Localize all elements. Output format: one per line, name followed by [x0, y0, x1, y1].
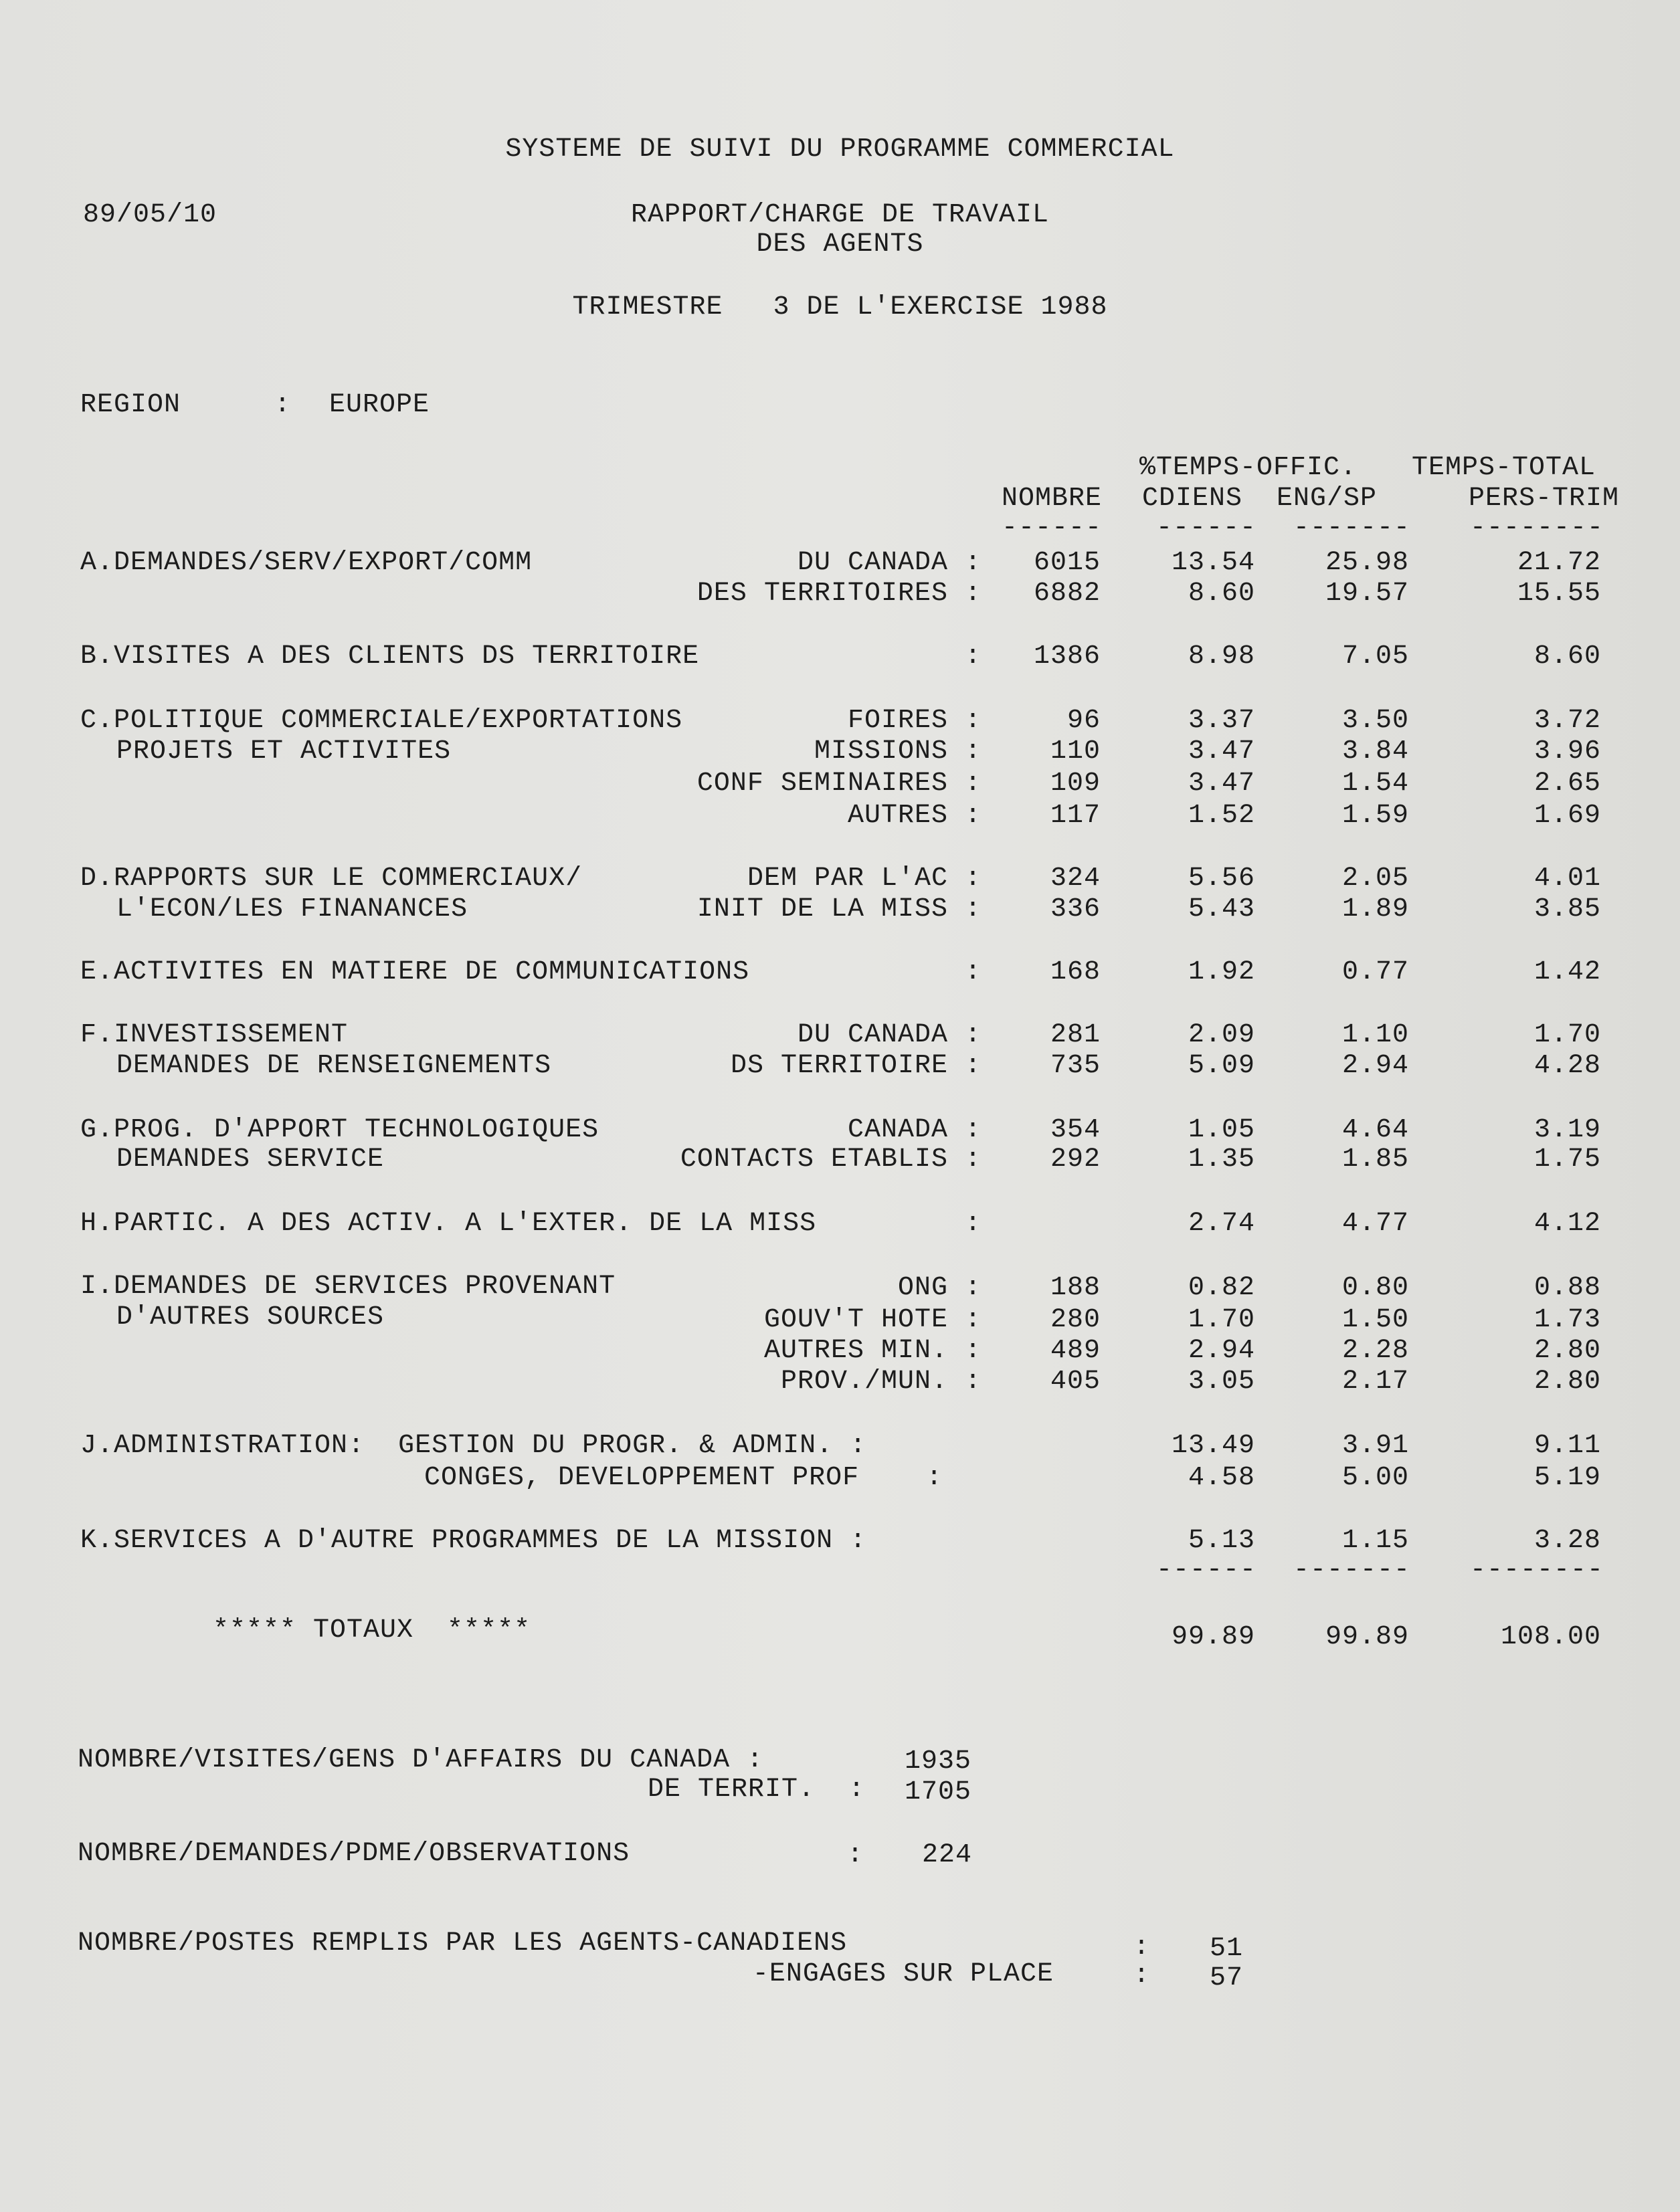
- column-divider: --------: [1469, 513, 1604, 543]
- row-sublabel: DU CANADA :: [797, 1020, 982, 1050]
- row-label: DEMANDES SERVICE: [116, 1144, 385, 1175]
- pdme-separator: :: [847, 1840, 864, 1870]
- cell-nombre: 188: [1050, 1273, 1101, 1303]
- row-label: F.INVESTISSEMENT: [80, 1020, 349, 1050]
- row-label: H.PARTIC. A DES ACTIV. A L'EXTER. DE LA MISS: [80, 1209, 817, 1239]
- cell-engsp: 0.77: [1341, 957, 1409, 987]
- cell-cdiens: 0.82: [1188, 1273, 1255, 1303]
- cell-cdiens: 5.43: [1188, 894, 1255, 924]
- region-separator: :: [274, 390, 292, 420]
- cell-cdiens: 3.47: [1188, 736, 1255, 767]
- cell-nombre: 735: [1050, 1051, 1101, 1081]
- cell-perstrim: 4.01: [1533, 864, 1601, 894]
- cell-cdiens: 13.49: [1171, 1431, 1255, 1461]
- region-value: EUROPE: [329, 390, 430, 420]
- cell-cdiens: 3.05: [1188, 1367, 1255, 1397]
- row-sublabel: CONF SEMINAIRES :: [696, 769, 982, 799]
- cell-engsp: 1.50: [1341, 1305, 1409, 1335]
- cell-engsp: 1.10: [1341, 1020, 1409, 1050]
- row-label: K.SERVICES A D'AUTRE PROGRAMMES DE LA MISSION :: [80, 1526, 867, 1556]
- totals-divider: ------: [1155, 1555, 1256, 1585]
- row-label: D'AUTRES SOURCES: [116, 1302, 385, 1332]
- report-title-line2: DES AGENTS: [756, 229, 924, 260]
- postes-separator: :: [1133, 1960, 1151, 1991]
- row-sublabel: AUTRES :: [847, 801, 982, 831]
- cell-perstrim: 1.73: [1533, 1305, 1601, 1335]
- cell-perstrim: 4.28: [1533, 1051, 1601, 1081]
- cell-cdiens: 4.58: [1188, 1463, 1255, 1493]
- cell-nombre: 117: [1050, 801, 1101, 831]
- report-date: 89/05/10: [83, 200, 217, 230]
- cell-perstrim: 3.19: [1533, 1115, 1601, 1145]
- postes-place-value: 57: [1210, 1963, 1244, 1993]
- cell-engsp: 1.54: [1341, 769, 1409, 799]
- cell-perstrim: 3.96: [1533, 736, 1601, 767]
- cell-cdiens: 8.60: [1188, 579, 1255, 609]
- cell-perstrim: 0.88: [1533, 1273, 1601, 1303]
- row-sublabel: DEM PAR L'AC :: [747, 864, 982, 894]
- row-sublabel: PROV./MUN. :: [780, 1367, 982, 1397]
- cell-cdiens: 1.92: [1188, 957, 1255, 987]
- cell-engsp: 0.80: [1341, 1273, 1409, 1303]
- cell-engsp: 1.85: [1341, 1144, 1409, 1175]
- row-sublabel: INIT DE LA MISS :: [696, 894, 982, 924]
- cell-perstrim: 5.19: [1533, 1463, 1601, 1493]
- row-label: B.VISITES A DES CLIENTS DS TERRITOIRE: [80, 641, 700, 672]
- row-sublabel: DES TERRITOIRES :: [696, 579, 982, 609]
- cell-cdiens: 13.54: [1171, 548, 1255, 578]
- postes-separator: :: [1133, 1932, 1151, 1963]
- visites-territ-value: 1705: [905, 1777, 972, 1807]
- row-sublabel: CONTACTS ETABLIS :: [680, 1144, 982, 1175]
- cell-cdiens: 1.70: [1188, 1305, 1255, 1335]
- row-label: D.RAPPORTS SUR LE COMMERCIAUX/: [80, 864, 583, 894]
- row-label: A.DEMANDES/SERV/EXPORT/COMM: [80, 548, 533, 578]
- pdme-value: 224: [922, 1840, 973, 1870]
- column-divider: ------: [1155, 513, 1256, 543]
- cell-perstrim: 1.75: [1533, 1144, 1601, 1175]
- cell-nombre: 281: [1050, 1020, 1101, 1050]
- cell-engsp: 3.84: [1341, 736, 1409, 767]
- cell-perstrim: 1.70: [1533, 1020, 1601, 1050]
- row-label: C.POLITIQUE COMMERCIALE/EXPORTATIONS: [80, 706, 683, 736]
- cell-cdiens: 5.56: [1188, 864, 1255, 894]
- column-divider: -------: [1293, 513, 1410, 543]
- report-period: TRIMESTRE 3 DE L'EXERCISE 1988: [572, 292, 1108, 322]
- cell-cdiens: 2.74: [1188, 1209, 1255, 1239]
- row-label: J.ADMINISTRATION: GESTION DU PROGR. & ADMIN. :: [80, 1431, 867, 1461]
- total-engsp: 99.89: [1325, 1622, 1409, 1652]
- cell-cdiens: 8.98: [1188, 641, 1255, 672]
- cell-nombre: 336: [1050, 894, 1101, 924]
- cell-perstrim: 3.28: [1533, 1526, 1601, 1556]
- cell-perstrim: 3.72: [1533, 706, 1601, 736]
- visites-territ-label: DE TERRIT. :: [647, 1775, 865, 1805]
- totals-divider: -------: [1293, 1555, 1410, 1585]
- cell-nombre: 6015: [1033, 548, 1101, 578]
- row-label: DEMANDES DE RENSEIGNEMENTS: [116, 1051, 552, 1081]
- column-total-header: TEMPS-TOTAL: [1412, 453, 1596, 483]
- column-cdiens: CDIENS: [1142, 484, 1243, 514]
- cell-engsp: 25.98: [1325, 548, 1409, 578]
- row-label: L'ECON/LES FINANANCES: [116, 894, 468, 924]
- cell-nombre: 1386: [1033, 641, 1101, 672]
- cell-cdiens: 3.37: [1188, 706, 1255, 736]
- visites-label: NOMBRE/VISITES/GENS D'AFFAIRS DU CANADA :: [78, 1745, 764, 1775]
- cell-engsp: 2.94: [1341, 1051, 1409, 1081]
- cell-engsp: 1.59: [1341, 801, 1409, 831]
- row-label: E.ACTIVITES EN MATIERE DE COMMUNICATIONS: [80, 957, 750, 987]
- cell-perstrim: 21.72: [1517, 548, 1601, 578]
- cell-cdiens: 3.47: [1188, 769, 1255, 799]
- cell-nombre: 168: [1050, 957, 1101, 987]
- column-divider: ------: [1001, 513, 1102, 543]
- row-sublabel: FOIRES :: [847, 706, 982, 736]
- cell-perstrim: 1.69: [1533, 801, 1601, 831]
- cell-nombre: 292: [1050, 1144, 1101, 1175]
- cell-nombre: 354: [1050, 1115, 1101, 1145]
- cell-perstrim: 3.85: [1533, 894, 1601, 924]
- cell-perstrim: 4.12: [1533, 1209, 1601, 1239]
- cell-cdiens: 2.09: [1188, 1020, 1255, 1050]
- cell-nombre: 489: [1050, 1336, 1101, 1366]
- pdme-label: NOMBRE/DEMANDES/PDME/OBSERVATIONS: [78, 1839, 630, 1869]
- cell-perstrim: 15.55: [1517, 579, 1601, 609]
- cell-engsp: 3.50: [1341, 706, 1409, 736]
- cell-engsp: 7.05: [1341, 641, 1409, 672]
- totals-label: ***** TOTAUX *****: [213, 1615, 531, 1645]
- cell-nombre: 109: [1050, 769, 1101, 799]
- cell-perstrim: 8.60: [1533, 641, 1601, 672]
- row-sublabel: DU CANADA :: [797, 548, 982, 578]
- row-sublabel: :: [964, 1209, 982, 1239]
- cell-cdiens: 5.13: [1188, 1526, 1255, 1556]
- cell-cdiens: 1.35: [1188, 1144, 1255, 1175]
- cell-nombre: 280: [1050, 1305, 1101, 1335]
- cell-perstrim: 1.42: [1533, 957, 1601, 987]
- cell-engsp: 1.15: [1341, 1526, 1409, 1556]
- cell-nombre: 96: [1066, 706, 1101, 736]
- cell-engsp: 2.05: [1341, 864, 1409, 894]
- totals-divider: --------: [1469, 1555, 1604, 1585]
- visites-canada-value: 1935: [905, 1746, 972, 1777]
- cell-cdiens: 2.94: [1188, 1336, 1255, 1366]
- row-sublabel: :: [964, 641, 982, 672]
- cell-perstrim: 2.65: [1533, 769, 1601, 799]
- system-title: SYSTEME DE SUIVI DU PROGRAMME COMMERCIAL: [505, 134, 1175, 165]
- cell-perstrim: 2.80: [1533, 1336, 1601, 1366]
- cell-engsp: 4.77: [1341, 1209, 1409, 1239]
- row-sublabel: CANADA :: [847, 1115, 982, 1145]
- cell-perstrim: 2.80: [1533, 1367, 1601, 1397]
- row-sublabel: DS TERRITOIRE :: [730, 1051, 982, 1081]
- row-label: I.DEMANDES DE SERVICES PROVENANT: [80, 1272, 616, 1302]
- report-title-line1: RAPPORT/CHARGE DE TRAVAIL: [630, 200, 1050, 230]
- cell-engsp: 4.64: [1341, 1115, 1409, 1145]
- row-sublabel: AUTRES MIN. :: [763, 1336, 982, 1366]
- total-cdiens: 99.89: [1171, 1622, 1255, 1652]
- cell-engsp: 19.57: [1325, 579, 1409, 609]
- cell-nombre: 6882: [1033, 579, 1101, 609]
- row-label: PROJETS ET ACTIVITES: [116, 736, 452, 767]
- column-group-header: %TEMPS-OFFIC.: [1139, 453, 1358, 483]
- cell-engsp: 2.28: [1341, 1336, 1409, 1366]
- row-sublabel: GOUV'T HOTE :: [763, 1305, 982, 1335]
- cell-perstrim: 9.11: [1533, 1431, 1601, 1461]
- postes-label: NOMBRE/POSTES REMPLIS PAR LES AGENTS-CANADIENS: [78, 1928, 848, 1958]
- cell-cdiens: 1.52: [1188, 801, 1255, 831]
- cell-engsp: 2.17: [1341, 1367, 1409, 1397]
- cell-nombre: 110: [1050, 736, 1101, 767]
- postes-sub-label: -ENGAGES SUR PLACE: [752, 1959, 1054, 1989]
- row-label: G.PROG. D'APPORT TECHNOLOGIQUES: [80, 1115, 599, 1145]
- column-engsp: ENG/SP: [1277, 484, 1378, 514]
- row-sublabel: :: [964, 957, 982, 987]
- cell-cdiens: 1.05: [1188, 1115, 1255, 1145]
- row-sublabel: MISSIONS :: [814, 736, 982, 767]
- row-sublabel: ONG :: [897, 1273, 982, 1303]
- column-perstrim: PERS-TRIM: [1468, 484, 1619, 514]
- cell-engsp: 1.89: [1341, 894, 1409, 924]
- region-label: REGION: [80, 390, 181, 420]
- column-nombre: NOMBRE: [1001, 484, 1102, 514]
- cell-engsp: 5.00: [1341, 1463, 1409, 1493]
- cell-cdiens: 5.09: [1188, 1051, 1255, 1081]
- postes-canadiens-value: 51: [1210, 1934, 1244, 1964]
- row-label: CONGES, DEVELOPPEMENT PROF :: [424, 1463, 943, 1493]
- cell-nombre: 405: [1050, 1367, 1101, 1397]
- total-perstrim: 108.00: [1500, 1622, 1601, 1652]
- cell-engsp: 3.91: [1341, 1431, 1409, 1461]
- cell-nombre: 324: [1050, 864, 1101, 894]
